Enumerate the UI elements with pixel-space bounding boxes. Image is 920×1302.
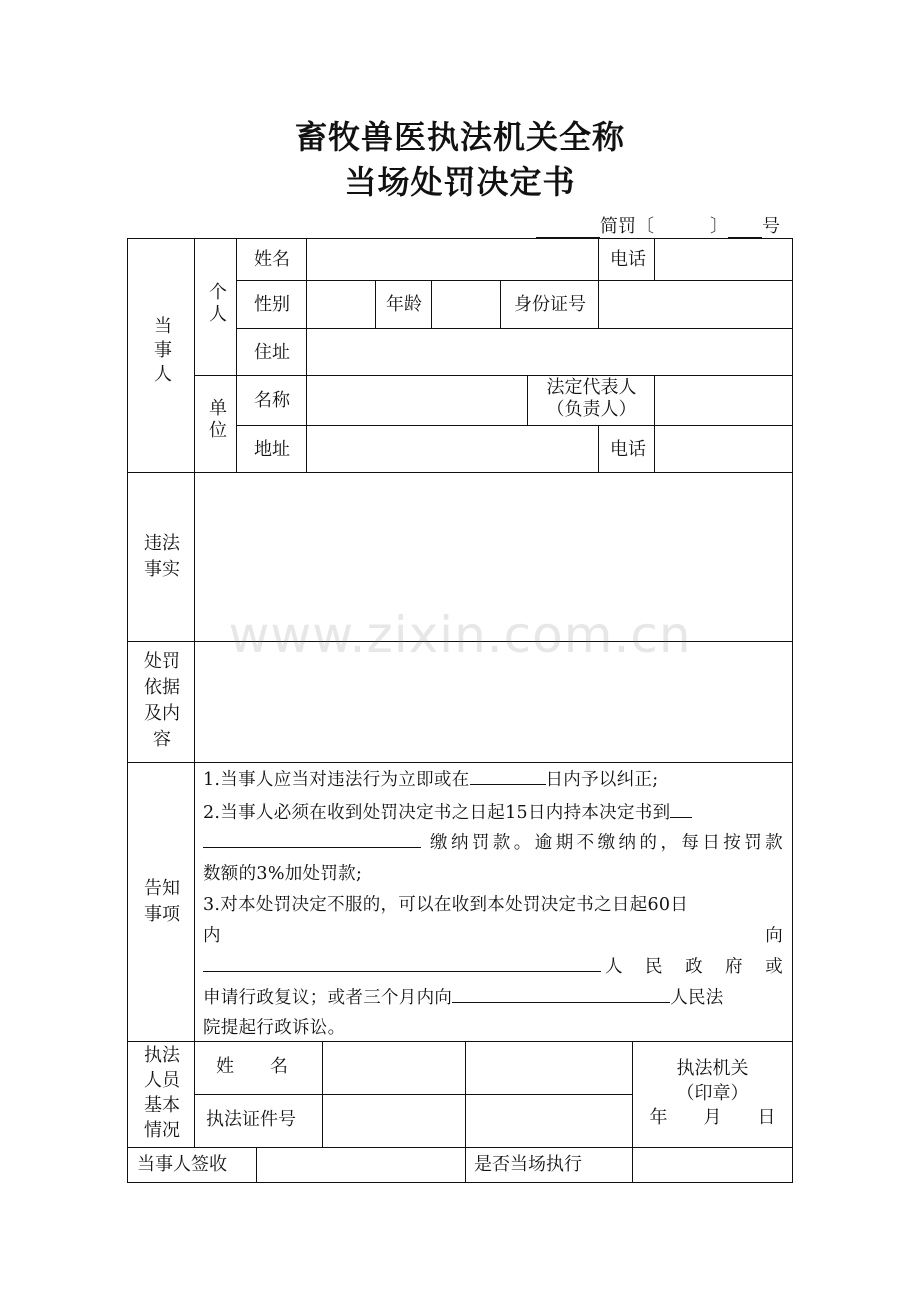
notice-item-3-line3: 人民政府或 [203, 951, 783, 983]
seal-label: （印章） [676, 1083, 749, 1104]
age-label: 年龄 [386, 294, 422, 315]
review-authority-blank[interactable] [203, 951, 601, 972]
basis-label: 处罚依据及内容 [144, 651, 180, 750]
document-number [536, 212, 780, 238]
agency-title: 畜牧兽医执法机关全称 [294, 118, 625, 156]
address-field[interactable] [308, 330, 791, 374]
unit-name-field[interactable] [308, 377, 526, 424]
name-field[interactable] [308, 241, 597, 279]
notice-item-3-line4: 申请行政复议；或者三个月内向 人民法 [203, 982, 783, 1014]
watermark: www.zixin.com.cn [228, 606, 692, 664]
basis-field[interactable] [196, 643, 791, 761]
phone-label: 电话 [610, 249, 646, 270]
unit-phone-label: 电话 [610, 439, 646, 460]
doc-number-blank[interactable] [536, 219, 600, 238]
date-label: 年 月 日 [649, 1107, 776, 1128]
unit-phone-field[interactable] [656, 427, 791, 471]
facts-label: 违法事实 [144, 533, 180, 580]
officer1-name-field[interactable] [324, 1043, 464, 1093]
unit-address-label: 地址 [254, 439, 290, 460]
agency-seal-label: 执法机关 [676, 1058, 749, 1079]
id-number-field[interactable] [600, 282, 791, 327]
court-blank[interactable] [452, 982, 670, 1003]
party-section-label: 当事人 [151, 316, 172, 388]
officer1-cert-field[interactable] [324, 1096, 464, 1146]
unit-address-field[interactable] [308, 427, 597, 471]
unit-name-label: 名称 [254, 390, 290, 411]
correction-days-blank[interactable] [470, 764, 546, 785]
onsite-execution-label: 是否当场执行 [474, 1154, 582, 1175]
name-label: 姓名 [254, 249, 290, 270]
facts-field[interactable] [196, 474, 791, 640]
officer2-name-field[interactable] [467, 1043, 631, 1093]
notice-item-3-line2: 内 向 [203, 926, 783, 946]
phone-field[interactable] [656, 241, 791, 279]
age-field[interactable] [433, 282, 499, 327]
individual-label: 个人 [206, 282, 227, 326]
legal-rep-field[interactable] [656, 377, 791, 424]
party-signature-field[interactable] [258, 1149, 464, 1181]
notice-label: 告知事项 [144, 878, 180, 925]
notice-item-2-line2: 缴纳罚款。逾期不缴纳的，每日按罚款 [203, 827, 783, 859]
onsite-execution-field[interactable] [634, 1149, 791, 1181]
doc-number-mid: 〕 [710, 216, 728, 237]
officer-section-label: 执法人员基本情况 [144, 1045, 180, 1141]
unit-label: 单位 [206, 398, 227, 442]
payment-place-blank[interactable] [203, 827, 421, 848]
notice-item-3-line1: 3.对本处罚决定不服的，可以在收到本处罚决定书之日起60日 [203, 895, 689, 915]
notice-item-2-line1: 2.当事人必须在收到处罚决定书之日起15日内持本决定书到 [203, 797, 783, 829]
notice-item-1: 1.当事人应当对违法行为立即或在 日内予以纠正; [203, 764, 783, 796]
notice-item-2-line3: 数额的3%加处罚款; [203, 864, 363, 884]
address-label: 住址 [254, 342, 290, 363]
doc-number-prefix: 简罚〔 [600, 216, 654, 237]
legal-rep-label: 法定代表人 （负责人） [546, 377, 637, 420]
doc-serial-blank[interactable] [728, 219, 762, 238]
doc-number-suffix: 号 [762, 216, 780, 237]
gender-field[interactable] [308, 282, 374, 327]
notice-item-3-line5: 院提起行政诉讼。 [203, 1018, 346, 1038]
party-signature-label: 当事人签收 [137, 1154, 227, 1175]
officer-cert-label: 执法证件号 [206, 1109, 296, 1130]
id-number-label: 身份证号 [514, 294, 586, 315]
gender-label: 性别 [254, 294, 290, 315]
document-title: 当场处罚决定书 [344, 163, 576, 201]
officer-name-label: 姓 名 [216, 1056, 288, 1077]
officer2-cert-field[interactable] [467, 1096, 631, 1146]
